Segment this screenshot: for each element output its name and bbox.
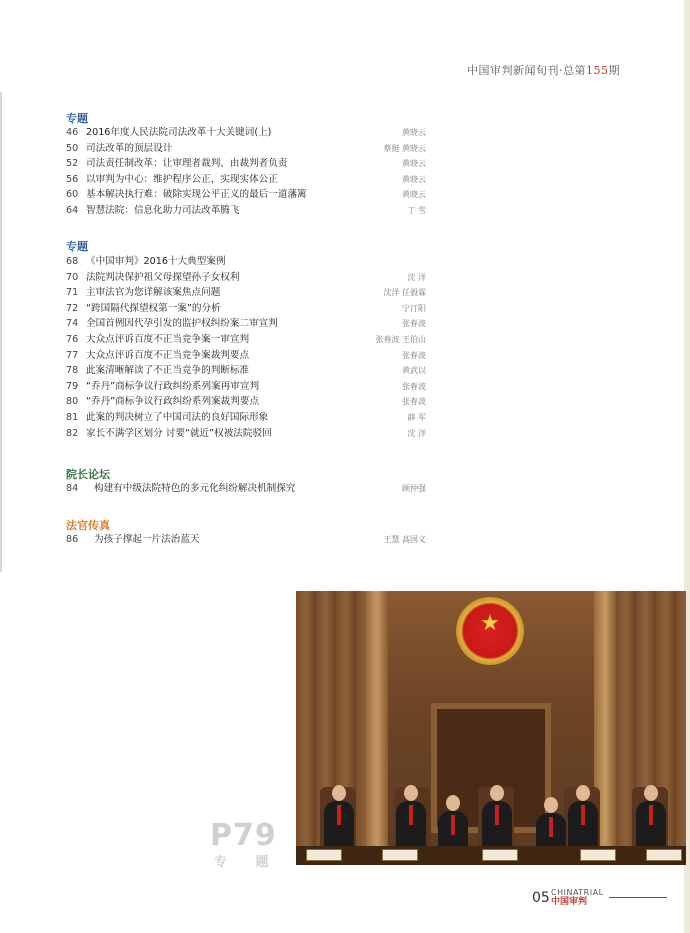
nameplate <box>646 849 682 861</box>
section-list-4 <box>66 532 426 548</box>
list-item[interactable] <box>66 363 426 379</box>
article-title: 为孩子撑起一片法治蓝天 <box>94 534 200 545</box>
header-text: 中国审判新闻旬刊·总第 <box>467 64 586 77</box>
page-number: 46 <box>66 127 79 138</box>
brand-rule <box>609 897 667 898</box>
list-item[interactable] <box>66 172 426 188</box>
article-title: 主审法官为您详解该案焦点问题 <box>86 287 221 299</box>
list-item[interactable] <box>66 254 426 270</box>
national-emblem-icon: ★ <box>456 597 524 665</box>
article-title: 大众点评诉百度不正当竞争案裁判要点 <box>86 349 250 361</box>
author: 黄晓云 <box>402 128 426 137</box>
list-item[interactable] <box>66 270 426 286</box>
brand-chinese: 中国审判 <box>551 897 588 907</box>
section-title-special-1: 专题 <box>66 112 88 125</box>
list-item[interactable] <box>66 532 426 548</box>
section-list-2 <box>66 254 426 441</box>
page-number: 81 <box>66 411 79 423</box>
author: 薛 军 <box>407 412 426 422</box>
author: 沈 洋 <box>407 428 426 438</box>
courtroom-photo <box>296 591 686 865</box>
article-title: 全国首例因代孕引发的监护权纠纷案二审宣判 <box>86 318 278 330</box>
author: 蔡挺 黄晓云 <box>383 143 426 153</box>
section-title-president-forum: 院长论坛 <box>66 468 110 481</box>
list-item[interactable] <box>66 141 426 157</box>
magazine-brand-logo <box>551 888 604 907</box>
nameplate <box>306 849 342 861</box>
page-number: 64 <box>66 204 79 216</box>
author: 宁汀阳 <box>402 303 426 313</box>
author: 黄晓云 <box>402 190 426 200</box>
header-suffix: 期 <box>608 64 620 77</box>
author: 张春波 <box>402 381 426 391</box>
page-number: 56 <box>66 173 79 185</box>
section-title-special-2: 专题 <box>66 240 88 253</box>
page-number: 50 <box>66 142 79 154</box>
left-margin-rule <box>0 92 2 572</box>
author: 丁 雪 <box>407 205 426 215</box>
author: 张春波 <box>402 319 426 329</box>
article-title: 此案的判决树立了中国司法的良好国际形象 <box>86 411 269 423</box>
nameplate <box>382 849 418 861</box>
list-item[interactable] <box>66 187 426 203</box>
article-title: “乔丹”商标争议行政纠纷系列案裁判要点 <box>86 396 260 408</box>
section-list-3 <box>66 481 426 497</box>
article-title: 基本解决执行难：破除实现公平正义的最后一道藩篱 <box>86 189 307 201</box>
page-number: 76 <box>66 333 79 345</box>
list-item[interactable] <box>66 301 426 317</box>
list-item[interactable] <box>66 379 426 395</box>
list-item[interactable] <box>66 316 426 332</box>
page-number: 79 <box>66 380 79 392</box>
nameplate <box>580 849 616 861</box>
author: 张春波 王伯山 <box>375 334 426 344</box>
page-number: 52 <box>66 158 79 170</box>
pillar <box>366 591 388 865</box>
author: 张春波 <box>402 350 426 360</box>
page-number: 70 <box>66 271 79 283</box>
list-item[interactable] <box>66 203 426 219</box>
author: 张春波 <box>402 397 426 407</box>
article-title: 大众点评诉百度不正当竞争案一审宣判 <box>86 333 250 345</box>
article-title: 司法改革的顶层设计 <box>86 142 173 154</box>
photo-page-ref: P79 <box>210 818 277 853</box>
page-number: 68 <box>66 256 79 267</box>
issue-header <box>467 62 620 78</box>
issue-number: 155 <box>586 64 609 77</box>
article-title: 以审判为中心：维护程序公正，实现实体公正 <box>86 173 278 185</box>
list-item[interactable] <box>66 481 426 497</box>
list-item[interactable] <box>66 332 426 348</box>
list-item[interactable] <box>66 156 426 172</box>
list-item[interactable] <box>66 394 426 410</box>
list-item[interactable] <box>66 426 426 442</box>
article-title: 2016年度人民法院司法改革十大关键词(上) <box>86 127 272 138</box>
author: 王慧 高国义 <box>383 535 426 544</box>
section-title-judge-fax: 法官传真 <box>66 519 110 532</box>
nameplate <box>482 849 518 861</box>
article-title: “跨国隔代探望权第一案”的分析 <box>86 302 221 314</box>
section-list-1 <box>66 125 426 219</box>
list-item[interactable] <box>66 125 426 141</box>
page-number: 72 <box>66 302 79 314</box>
article-title: 家长不满学区划分 讨要“就近”权被法院驳回 <box>86 427 272 439</box>
article-title: 此案清晰解读了不正当竞争的判断标准 <box>86 365 250 377</box>
page-number-footer: 05 <box>532 890 550 906</box>
list-item[interactable] <box>66 410 426 426</box>
page-number: 86 <box>66 534 79 545</box>
author: 顾仲强 <box>402 484 426 493</box>
list-item[interactable] <box>66 285 426 301</box>
photo-caption-label: 专 题 <box>214 855 281 870</box>
page-number: 78 <box>66 365 79 377</box>
page-number: 80 <box>66 396 79 408</box>
brand-english: CHINATRIAL <box>551 888 604 897</box>
author: 黄晓云 <box>402 174 426 184</box>
list-item[interactable] <box>66 348 426 364</box>
author: 沈 洋 <box>407 272 426 282</box>
article-title: “乔丹”商标争议行政纠纷系列案再审宣判 <box>86 380 260 392</box>
page-number: 71 <box>66 287 79 299</box>
page-number: 60 <box>66 189 79 201</box>
author: 黄武以 <box>402 366 426 376</box>
article-title: 智慧法院：信息化助力司法改革腾飞 <box>86 204 240 216</box>
author: 沈洋 任毅霖 <box>383 288 426 298</box>
article-title: 法院判决保护祖父母探望孙子女权利 <box>86 271 240 283</box>
page-number: 77 <box>66 349 79 361</box>
page-number: 74 <box>66 318 79 330</box>
page-number: 82 <box>66 427 79 439</box>
author: 黄晓云 <box>402 159 426 169</box>
article-title: 司法责任制改革：让审理者裁判、由裁判者负责 <box>86 158 288 170</box>
article-title: 构建有中级法院特色的多元化纠纷解决机制探究 <box>94 483 296 494</box>
page-number: 84 <box>66 483 79 494</box>
article-title: 《中国审判》2016十大典型案例 <box>86 256 226 267</box>
